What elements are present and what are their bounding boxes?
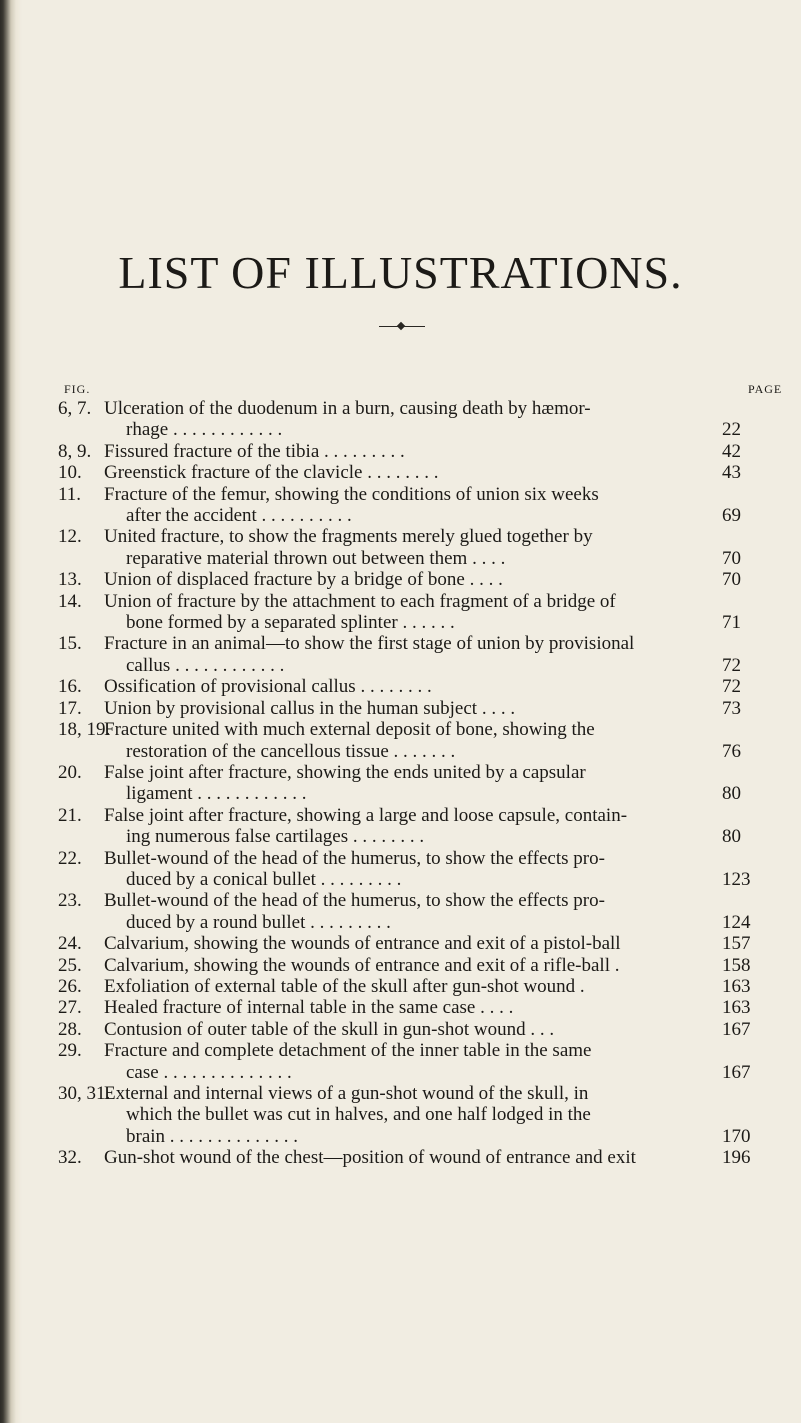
list-item — [58, 1147, 758, 1168]
illustration-caption: Greenstick fracture of the clavicle . . . . . . . . — [104, 462, 439, 484]
figure-number: 17. — [58, 697, 82, 719]
list-item — [58, 1019, 758, 1040]
illustration-caption: Ossification of provisional callus . . . . . . . . — [104, 676, 432, 698]
illustration-caption-continued: callus . . . . . . . . . . . . — [126, 654, 285, 676]
list-item — [58, 398, 758, 441]
figure-number: 18, 19. — [58, 719, 111, 741]
figure-number: 25. — [58, 954, 82, 976]
figure-number: 32. — [58, 1147, 82, 1169]
illustration-caption: External and internal views of a gun-shot wound of the skull, in — [104, 1083, 589, 1104]
list-item — [58, 848, 758, 891]
list-item — [58, 441, 758, 462]
list-item — [58, 1040, 758, 1083]
illustration-caption: Gun-shot wound of the chest—position of wound of entrance and exit — [104, 1147, 636, 1169]
illustration-caption: Fracture in an animal—to show the first stage of union by provisional — [104, 633, 635, 655]
figure-number: 8, 9. — [58, 440, 92, 462]
figure-number: 27. — [58, 997, 82, 1019]
page-number: 123 — [722, 868, 751, 890]
illustration-caption-continued: duced by a round bullet . . . . . . . . . — [126, 911, 391, 933]
figure-number: 16. — [58, 676, 82, 698]
page-number: 73 — [722, 697, 741, 719]
fig-column-header: FIG. — [64, 382, 91, 396]
figure-number: 22. — [58, 847, 82, 869]
page-number: 157 — [722, 933, 751, 955]
list-item — [58, 462, 758, 483]
figure-number: 29. — [58, 1040, 82, 1062]
list-item — [58, 676, 758, 697]
page-number: 80 — [722, 826, 741, 848]
illustration-caption: Fracture united with much external deposit of bone, showing the — [104, 719, 595, 741]
illustration-caption-continued: bone formed by a separated splinter . . . . . . — [126, 612, 455, 634]
list-item — [58, 762, 758, 805]
list-item — [58, 955, 758, 976]
page-number: 76 — [722, 740, 741, 762]
figure-number: 24. — [58, 933, 82, 955]
page-number: 72 — [722, 654, 741, 676]
page-number: 70 — [722, 569, 741, 591]
illustration-caption: Fracture and complete detachment of the inner table in the same — [104, 1040, 592, 1062]
page-number: 163 — [722, 975, 751, 997]
illustration-caption-continued: ligament . . . . . . . . . . . . — [126, 783, 307, 805]
list-item — [58, 1083, 758, 1147]
illustration-caption: Calvarium, showing the wounds of entrance and exit of a pistol-ball — [104, 933, 621, 955]
illustrations-list — [58, 398, 758, 1169]
figure-number: 13. — [58, 569, 82, 591]
page-number: 124 — [722, 911, 751, 933]
list-item — [58, 526, 758, 569]
page-number: 167 — [722, 1018, 751, 1040]
page-number: 167 — [722, 1061, 751, 1083]
page-title: LIST OF ILLUSTRATIONS. — [118, 247, 683, 298]
illustration-caption-continued: case . . . . . . . . . . . . . . — [126, 1061, 292, 1083]
page-number: 70 — [722, 547, 741, 569]
illustration-caption: Ulceration of the duodenum in a burn, causing death by hæmor- — [104, 398, 591, 419]
figure-number: 14. — [58, 590, 82, 612]
illustration-caption: United fracture, to show the fragments merely glued together by — [104, 526, 593, 548]
figure-number: 11. — [58, 483, 82, 505]
illustration-caption: Union of displaced fracture by a bridge of bone . . . . — [104, 569, 503, 591]
figure-number: 20. — [58, 761, 82, 783]
illustration-caption: Union by provisional callus in the human subject . . . . — [104, 697, 516, 719]
illustration-caption: False joint after fracture, showing a large and loose capsule, contain- — [104, 804, 628, 826]
illustration-caption: Calvarium, showing the wounds of entrance and exit of a rifle-ball . — [104, 954, 620, 976]
title-ornament — [379, 322, 425, 330]
page-number: 71 — [722, 612, 741, 634]
page-number: 43 — [722, 462, 741, 484]
page-number: 170 — [722, 1125, 751, 1147]
illustration-caption: Exfoliation of external table of the skull after gun-shot wound . — [104, 975, 585, 997]
list-item — [58, 591, 758, 634]
illustration-caption: Bullet-wound of the head of the humerus, to show the effects pro- — [104, 847, 605, 869]
figure-number: 26. — [58, 975, 82, 997]
illustration-caption: False joint after fracture, showing the ends united by a capsular — [104, 761, 586, 783]
illustration-caption: Healed fracture of internal table in the same case . . . . — [104, 997, 514, 1019]
list-item — [58, 997, 758, 1018]
list-item — [58, 484, 758, 527]
page-number: 158 — [722, 954, 751, 976]
page-number: 69 — [722, 505, 741, 527]
figure-number: 23. — [58, 890, 82, 912]
illustration-caption: Fissured fracture of the tibia . . . . . . . . . — [104, 440, 405, 462]
page-column-header: PAGE — [748, 382, 783, 396]
illustration-caption: Contusion of outer table of the skull in gun-shot wound . . . — [104, 1018, 555, 1040]
page-number: 72 — [722, 676, 741, 698]
list-item — [58, 698, 758, 719]
page-number: 163 — [722, 997, 751, 1019]
illustration-caption-continued: restoration of the cancellous tissue . . . . . . . — [126, 740, 456, 762]
illustration-caption: Fracture of the femur, showing the conditions of union six weeks — [104, 483, 599, 505]
illustration-caption-continued: rhage . . . . . . . . . . . . — [126, 419, 283, 441]
book-spine-edge — [0, 0, 22, 1423]
illustration-caption-continued: after the accident . . . . . . . . . . — [126, 505, 352, 527]
illustration-caption: Union of fracture by the attachment to each fragment of a bridge of — [104, 590, 616, 612]
illustration-caption: Bullet-wound of the head of the humerus, to show the effects pro- — [104, 890, 605, 912]
figure-number: 6, 7. — [58, 398, 92, 419]
page-number: 196 — [722, 1147, 751, 1169]
list-item — [58, 805, 758, 848]
list-item — [58, 633, 758, 676]
figure-number: 21. — [58, 804, 82, 826]
illustration-caption-continued: which the bullet was cut in halves, and one half lodged in the — [126, 1104, 591, 1126]
list-item — [58, 933, 758, 954]
list-item — [58, 719, 758, 762]
list-item — [58, 569, 758, 590]
list-item — [58, 890, 758, 933]
figure-number: 10. — [58, 462, 82, 484]
figure-number: 30, 31. — [58, 1083, 111, 1104]
illustration-caption-continued: ing numerous false cartilages . . . . . . . . — [126, 826, 425, 848]
figure-number: 15. — [58, 633, 82, 655]
illustration-caption-continued: duced by a conical bullet . . . . . . . . . — [126, 868, 402, 890]
list-item — [58, 976, 758, 997]
figure-number: 12. — [58, 526, 82, 548]
illustration-caption-continued: reparative material thrown out between them . . . . — [126, 547, 506, 569]
page-number: 22 — [722, 419, 741, 441]
page-number: 80 — [722, 783, 741, 805]
page-number: 42 — [722, 440, 741, 462]
figure-number: 28. — [58, 1018, 82, 1040]
illustration-caption-continued: brain . . . . . . . . . . . . . . — [126, 1125, 299, 1147]
